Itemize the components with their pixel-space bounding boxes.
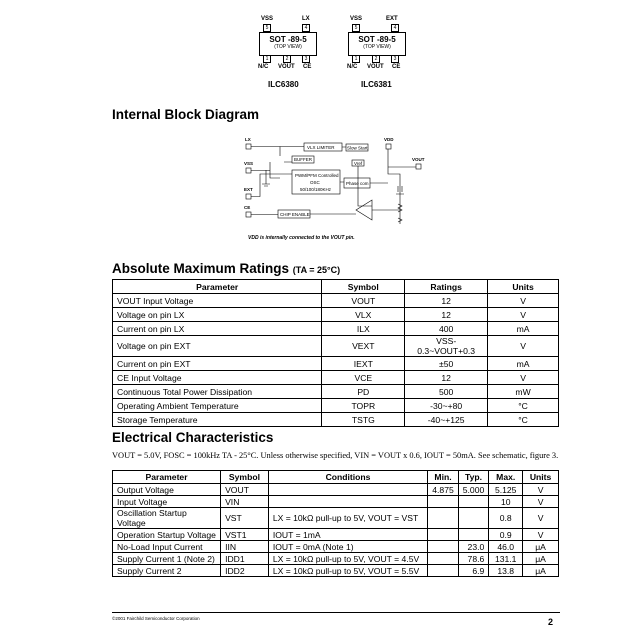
package-name: SOT -89-5 bbox=[358, 35, 396, 44]
cell-typ bbox=[458, 496, 489, 508]
table-row bbox=[113, 484, 559, 496]
cell-parameter: Input Voltage bbox=[113, 496, 221, 508]
footer-rule bbox=[112, 612, 560, 613]
cell-max: 0.9 bbox=[489, 529, 523, 541]
cell-units: °C bbox=[488, 413, 559, 427]
cell-rating: 12 bbox=[405, 308, 488, 322]
cell-typ: 23.0 bbox=[458, 541, 489, 553]
cell-typ bbox=[458, 529, 489, 541]
cell-parameter: Voltage on pin LX bbox=[113, 308, 322, 322]
cell-symbol: VCE bbox=[322, 371, 405, 385]
cell-symbol: VOUT bbox=[221, 484, 269, 496]
cell-units: μA bbox=[523, 553, 559, 565]
cell-units: V bbox=[523, 496, 559, 508]
cell-parameter: Continuous Total Power Dissipation bbox=[113, 385, 322, 399]
header-ratings: Ratings bbox=[405, 280, 488, 294]
pin-3: 3 bbox=[391, 55, 399, 63]
cell-conditions: LX = 10kΩ pull-up to 5V, VOUT = 5.5V bbox=[268, 565, 427, 577]
cell-typ: 6.9 bbox=[458, 565, 489, 577]
pin-label-ext: EXT bbox=[386, 16, 398, 22]
pin-ce: CE bbox=[244, 205, 251, 210]
cell-parameter: CE Input Voltage bbox=[113, 371, 322, 385]
elec-conditions: VOUT = 5.0V, FOSC = 100kHz TA - 25°C. Unless otherwise specified, VIN = VOUT x 0.6, IOUT = 50mA. See schematic, figure 3. bbox=[112, 451, 559, 460]
block-diagram-note: VDD is internally connected to the VOUT pin. bbox=[248, 235, 355, 241]
cell-units: °C bbox=[488, 399, 559, 413]
abs-max-table bbox=[112, 279, 559, 427]
cell-rating: ±50 bbox=[405, 357, 488, 371]
pin-label-ce: CE bbox=[303, 64, 312, 70]
section-title-elec: Electrical Characteristics bbox=[112, 430, 274, 445]
cell-units: mA bbox=[488, 357, 559, 371]
pin-5: 5 bbox=[352, 24, 360, 32]
cell-rating: 400 bbox=[405, 322, 488, 336]
cell-max: 46.0 bbox=[489, 541, 523, 553]
pin-vdd: VDD bbox=[384, 137, 394, 142]
cell-rating: 500 bbox=[405, 385, 488, 399]
cell-conditions bbox=[268, 496, 427, 508]
cell-symbol: TOPR bbox=[322, 399, 405, 413]
block-phase: Phase com bbox=[346, 181, 369, 186]
table-row bbox=[113, 508, 559, 529]
pin-vss: VSS bbox=[244, 161, 254, 166]
block-pwm-3: 50/100/180KHz bbox=[300, 187, 332, 192]
package-view: (TOP VIEW) bbox=[274, 44, 302, 50]
elec-table bbox=[112, 470, 559, 577]
cell-units: V bbox=[488, 336, 559, 357]
cell-units: V bbox=[523, 508, 559, 529]
pin-label-ce: CE bbox=[392, 64, 401, 70]
cell-min bbox=[428, 496, 459, 508]
part-name: ILC6381 bbox=[361, 80, 392, 89]
cell-units: V bbox=[488, 294, 559, 308]
pin-label-lx: LX bbox=[302, 16, 310, 22]
header-symbol: Symbol bbox=[322, 280, 405, 294]
pin-lx: LX bbox=[245, 137, 251, 142]
pin-3: 3 bbox=[302, 55, 310, 63]
cell-min bbox=[428, 541, 459, 553]
cell-symbol: VST1 bbox=[221, 529, 269, 541]
table-row bbox=[113, 322, 559, 336]
cell-parameter: Current on pin EXT bbox=[113, 357, 322, 371]
cell-max: 131.1 bbox=[489, 553, 523, 565]
cell-parameter: Current on pin LX bbox=[113, 322, 322, 336]
cell-max: 5.125 bbox=[489, 484, 523, 496]
cell-units: mA bbox=[488, 322, 559, 336]
header-conditions: Conditions bbox=[268, 471, 427, 484]
cell-parameter: Voltage on pin EXT bbox=[113, 336, 322, 357]
footer-copyright: ©2001 Fairchild Semiconductor Corporation bbox=[112, 616, 200, 621]
cell-min bbox=[428, 529, 459, 541]
cell-parameter: Operating Ambient Temperature bbox=[113, 399, 322, 413]
block-chip-enable: CHIP ENABLE bbox=[280, 212, 310, 217]
table-row bbox=[113, 553, 559, 565]
package-name: SOT -89-5 bbox=[269, 35, 307, 44]
table-row bbox=[113, 399, 559, 413]
cell-symbol: IDD1 bbox=[221, 553, 269, 565]
block-pwm-1: PWM/PFM Controlled bbox=[295, 173, 339, 178]
header-parameter: Parameter bbox=[113, 471, 221, 484]
block-slow-start: Slow Start bbox=[347, 145, 368, 151]
abs-max-condition: (TA = 25°C) bbox=[292, 265, 341, 275]
table-row bbox=[113, 294, 559, 308]
header-units: Units bbox=[488, 280, 559, 294]
header-symbol: Symbol bbox=[221, 471, 269, 484]
cell-symbol: IIN bbox=[221, 541, 269, 553]
table-row bbox=[113, 565, 559, 577]
block-vref: Vref bbox=[354, 161, 363, 166]
cell-symbol: VLX bbox=[322, 308, 405, 322]
pin-label-vout: VOUT bbox=[278, 64, 295, 70]
cell-typ bbox=[458, 508, 489, 529]
pin-4: 4 bbox=[302, 24, 310, 32]
part-name: ILC6380 bbox=[268, 80, 299, 89]
cell-symbol: VIN bbox=[221, 496, 269, 508]
cell-conditions: IOUT = 1mA bbox=[268, 529, 427, 541]
table-row bbox=[113, 385, 559, 399]
header-min: Min. bbox=[428, 471, 459, 484]
pin-label-nc: N/C bbox=[347, 64, 358, 70]
cell-symbol: VST bbox=[221, 508, 269, 529]
cell-parameter: Supply Current 2 bbox=[113, 565, 221, 577]
pin-2: 2 bbox=[283, 55, 291, 63]
cell-units: V bbox=[523, 484, 559, 496]
package-view: (TOP VIEW) bbox=[363, 44, 391, 50]
page-number: 2 bbox=[548, 617, 554, 627]
cell-max: 0.8 bbox=[489, 508, 523, 529]
cell-symbol: IEXT bbox=[322, 357, 405, 371]
cell-rating: VSS-0.3~VOUT+0.3 bbox=[405, 336, 488, 357]
cell-min bbox=[428, 553, 459, 565]
cell-units: V bbox=[488, 308, 559, 322]
cell-units: V bbox=[523, 529, 559, 541]
header-max: Max. bbox=[489, 471, 523, 484]
cell-parameter: Oscillation Startup Voltage bbox=[113, 508, 221, 529]
cell-conditions: LX = 10kΩ pull-up to 5V, VOUT = 4.5V bbox=[268, 553, 427, 565]
block-limiter: VLX LIMITER bbox=[307, 145, 335, 150]
cell-min bbox=[428, 565, 459, 577]
table-row bbox=[113, 496, 559, 508]
abs-max-body bbox=[113, 294, 559, 427]
pin-label-nc: N/C bbox=[258, 64, 269, 70]
pin-2: 2 bbox=[372, 55, 380, 63]
package-body bbox=[259, 32, 317, 56]
cell-parameter: Operation Startup Voltage bbox=[113, 529, 221, 541]
block-pwm-2: OSC bbox=[310, 180, 320, 185]
pin-label-vss: VSS bbox=[261, 16, 274, 22]
cell-typ: 5.000 bbox=[458, 484, 489, 496]
table-row bbox=[113, 308, 559, 322]
cell-units: μA bbox=[523, 541, 559, 553]
table-row bbox=[113, 371, 559, 385]
abs-max-title: Absolute Maximum Ratings bbox=[112, 261, 290, 276]
cell-rating: -40~+125 bbox=[405, 413, 488, 427]
pin-1: 1 bbox=[352, 55, 360, 63]
cell-parameter: No-Load Input Current bbox=[113, 541, 221, 553]
header-units: Units bbox=[523, 471, 559, 484]
cell-rating: 12 bbox=[405, 294, 488, 308]
cell-min: 4.875 bbox=[428, 484, 459, 496]
cell-symbol: VEXT bbox=[322, 336, 405, 357]
table-row bbox=[113, 529, 559, 541]
pin-label-vout: VOUT bbox=[367, 64, 384, 70]
table-row bbox=[113, 357, 559, 371]
pin-label-vss: VSS bbox=[350, 16, 363, 22]
cell-symbol: PD bbox=[322, 385, 405, 399]
table-row bbox=[113, 336, 559, 357]
cell-conditions bbox=[268, 484, 427, 496]
cell-symbol: VOUT bbox=[322, 294, 405, 308]
cell-conditions: LX = 10kΩ pull-up to 5V, VOUT = VST bbox=[268, 508, 427, 529]
table-row bbox=[113, 541, 559, 553]
header-parameter: Parameter bbox=[113, 280, 322, 294]
cell-rating: 12 bbox=[405, 371, 488, 385]
pin-1: 1 bbox=[263, 55, 271, 63]
pin-vout: VOUT bbox=[412, 157, 425, 162]
elec-body bbox=[113, 484, 559, 577]
table-row bbox=[113, 413, 559, 427]
pin-4: 4 bbox=[391, 24, 399, 32]
pin-5: 5 bbox=[263, 24, 271, 32]
cell-symbol: IDD2 bbox=[221, 565, 269, 577]
cell-symbol: TSTG bbox=[322, 413, 405, 427]
cell-parameter: Storage Temperature bbox=[113, 413, 322, 427]
cell-conditions: IOUT = 0mA (Note 1) bbox=[268, 541, 427, 553]
pin-ext: EXT bbox=[244, 187, 253, 192]
section-title-block-diagram: Internal Block Diagram bbox=[112, 107, 260, 122]
header-typ: Typ. bbox=[458, 471, 489, 484]
block-diagram bbox=[240, 134, 440, 244]
cell-typ: 78.6 bbox=[458, 553, 489, 565]
cell-parameter: VOUT Input Voltage bbox=[113, 294, 322, 308]
cell-rating: -30~+80 bbox=[405, 399, 488, 413]
cell-units: mW bbox=[488, 385, 559, 399]
section-title-abs-max bbox=[112, 261, 340, 276]
cell-parameter: Output Voltage bbox=[113, 484, 221, 496]
cell-symbol: ILX bbox=[322, 322, 405, 336]
cell-units: μA bbox=[523, 565, 559, 577]
cell-max: 13.8 bbox=[489, 565, 523, 577]
cell-units: V bbox=[488, 371, 559, 385]
block-buffer: BUFFER bbox=[294, 157, 312, 162]
cell-max: 10 bbox=[489, 496, 523, 508]
cell-min bbox=[428, 508, 459, 529]
package-body bbox=[348, 32, 406, 56]
cell-parameter: Supply Current 1 (Note 2) bbox=[113, 553, 221, 565]
